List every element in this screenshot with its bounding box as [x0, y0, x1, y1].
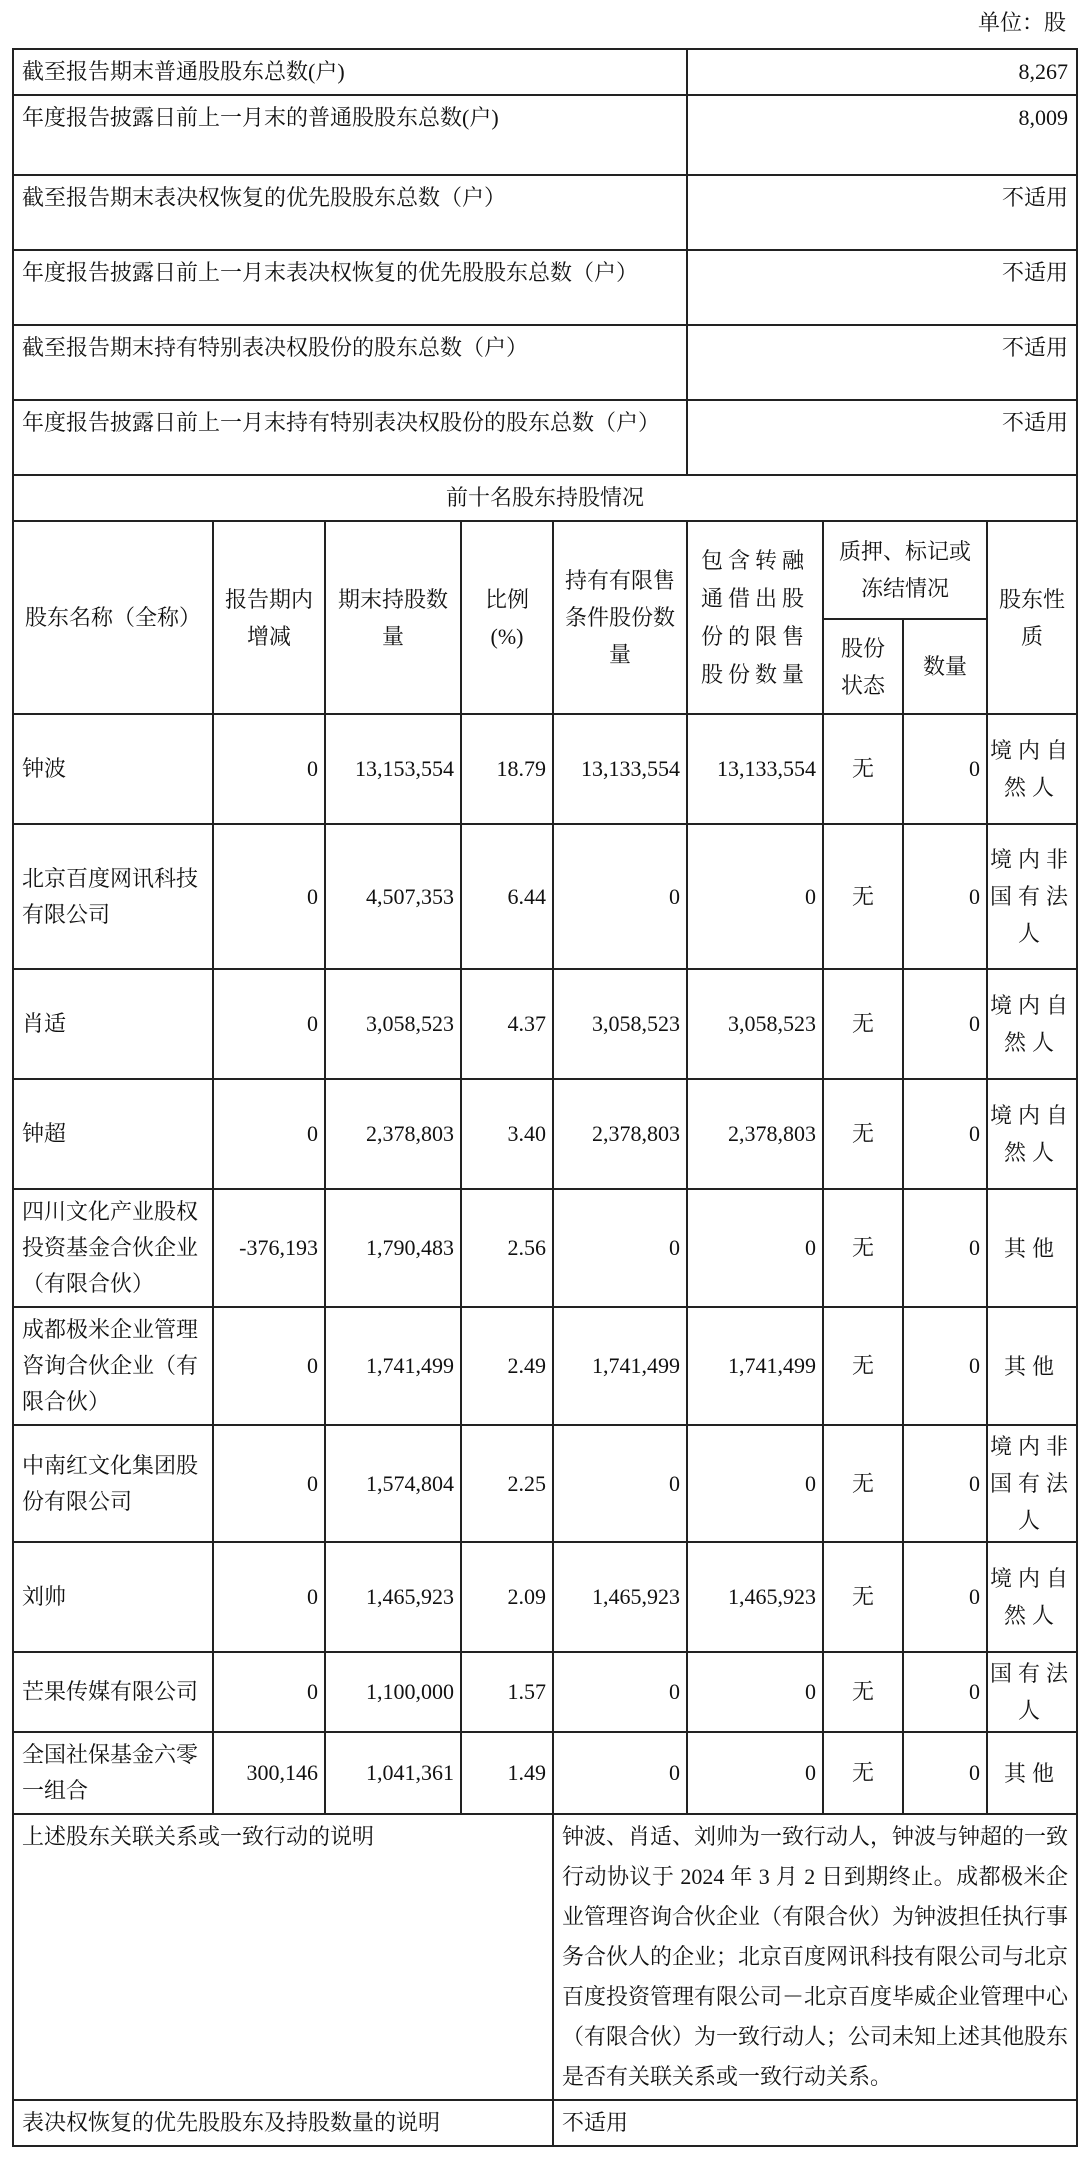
pledge-status-cell: 无: [823, 1652, 903, 1732]
nature-cell: 国有法人: [987, 1652, 1077, 1732]
header-name: 股东名称（全称）: [13, 521, 213, 714]
summary-row: [13, 175, 1077, 250]
pledge-qty-cell: 0: [903, 1425, 987, 1542]
change-cell: 0: [213, 969, 325, 1079]
nature-cell: 境内非国有法人: [987, 1425, 1077, 1542]
restricted-cell: 0: [553, 1732, 687, 1814]
shareholder-row: [13, 714, 1077, 824]
header-change: 报告期内增减: [213, 521, 325, 714]
summary-value: 8,267: [687, 49, 1077, 95]
restricted-cell: 3,058,523: [553, 969, 687, 1079]
restricted-cell: 13,133,554: [553, 714, 687, 824]
ratio-cell: 1.57: [461, 1652, 553, 1732]
ratio-cell: 1.49: [461, 1732, 553, 1814]
nature-cell: 其他: [987, 1189, 1077, 1307]
lent-cell: 1,465,923: [687, 1542, 823, 1652]
shareholder-name: 肖适: [13, 969, 213, 1079]
summary-label: 年度报告披露日前上一月末的普通股股东总数(户): [13, 95, 687, 175]
preferred-value: 不适用: [553, 2100, 1077, 2146]
pledge-qty-cell: 0: [903, 714, 987, 824]
restricted-cell: 0: [553, 1189, 687, 1307]
held-cell: 1,574,804: [325, 1425, 461, 1542]
shareholder-row: [13, 1189, 1077, 1307]
unit-label: 单位：股: [977, 10, 1066, 35]
shareholder-row: [13, 969, 1077, 1079]
summary-row: [13, 95, 1077, 175]
ratio-cell: 2.09: [461, 1542, 553, 1652]
pledge-qty-cell: 0: [903, 1732, 987, 1814]
pledge-qty-cell: 0: [903, 1307, 987, 1425]
ratio-cell: 2.56: [461, 1189, 553, 1307]
change-cell: 0: [213, 1079, 325, 1189]
ratio-cell: 6.44: [461, 824, 553, 969]
ratio-cell: 2.25: [461, 1425, 553, 1542]
lent-cell: 0: [687, 1652, 823, 1732]
restricted-cell: 1,741,499: [553, 1307, 687, 1425]
held-cell: 1,100,000: [325, 1652, 461, 1732]
lent-cell: 0: [687, 1189, 823, 1307]
restricted-cell: 0: [553, 824, 687, 969]
shareholder-name: 全国社保基金六零一组合: [13, 1732, 213, 1814]
restricted-cell: 0: [553, 1652, 687, 1732]
pledge-status-cell: 无: [823, 714, 903, 824]
lent-cell: 0: [687, 1425, 823, 1542]
shareholder-row: [13, 1732, 1077, 1814]
summary-value: 不适用: [687, 250, 1077, 325]
held-cell: 1,465,923: [325, 1542, 461, 1652]
section-title-row: [13, 475, 1077, 521]
summary-row: [13, 49, 1077, 95]
relation-label: 上述股东关联关系或一致行动的说明: [13, 1814, 553, 2100]
change-cell: 300,146: [213, 1732, 325, 1814]
header-ratio: 比例(%): [461, 521, 553, 714]
restricted-cell: 0: [553, 1425, 687, 1542]
pledge-qty-cell: 0: [903, 969, 987, 1079]
change-cell: 0: [213, 824, 325, 969]
lent-cell: 13,133,554: [687, 714, 823, 824]
summary-label: 年度报告披露日前上一月末持有特别表决权股份的股东总数（户）: [13, 400, 687, 475]
lent-cell: 0: [687, 824, 823, 969]
shareholder-name: 芒果传媒有限公司: [13, 1652, 213, 1732]
ratio-cell: 2.49: [461, 1307, 553, 1425]
pledge-status-cell: 无: [823, 1079, 903, 1189]
pledge-status-cell: 无: [823, 969, 903, 1079]
header-pledge-status: 股份状态: [823, 619, 903, 714]
summary-row: [13, 400, 1077, 475]
summary-label: 年度报告披露日前上一月末表决权恢复的优先股股东总数（户）: [13, 250, 687, 325]
lent-cell: 0: [687, 1732, 823, 1814]
relation-row: [13, 1814, 1077, 2100]
header-restricted: 持有有限售条件股份数量: [553, 521, 687, 714]
nature-cell: 境内自然人: [987, 969, 1077, 1079]
summary-label: 截至报告期末普通股股东总数(户): [13, 49, 687, 95]
shareholder-table: [12, 48, 1078, 2147]
summary-value: 不适用: [687, 175, 1077, 250]
held-cell: 3,058,523: [325, 969, 461, 1079]
nature-cell: 其他: [987, 1307, 1077, 1425]
pledge-qty-cell: 0: [903, 1542, 987, 1652]
pledge-status-cell: 无: [823, 1425, 903, 1542]
table-body: [13, 49, 1077, 2146]
pledge-status-cell: 无: [823, 1189, 903, 1307]
restricted-cell: 2,378,803: [553, 1079, 687, 1189]
nature-cell: 境内自然人: [987, 714, 1077, 824]
pledge-qty-cell: 0: [903, 1652, 987, 1732]
header-pledge-qty: 数量: [903, 619, 987, 714]
shareholder-name: 北京百度网讯科技有限公司: [13, 824, 213, 969]
summary-value: 不适用: [687, 400, 1077, 475]
nature-cell: 境内自然人: [987, 1079, 1077, 1189]
pledge-qty-cell: 0: [903, 1189, 987, 1307]
change-cell: 0: [213, 1307, 325, 1425]
held-cell: 2,378,803: [325, 1079, 461, 1189]
ratio-cell: 18.79: [461, 714, 553, 824]
header-held: 期末持股数量: [325, 521, 461, 714]
shareholder-name: 四川文化产业股权投资基金合伙企业（有限合伙）: [13, 1189, 213, 1307]
lent-cell: 2,378,803: [687, 1079, 823, 1189]
lent-cell: 3,058,523: [687, 969, 823, 1079]
ratio-cell: 3.40: [461, 1079, 553, 1189]
pledge-status-cell: 无: [823, 1307, 903, 1425]
change-cell: 0: [213, 1425, 325, 1542]
restricted-cell: 1,465,923: [553, 1542, 687, 1652]
nature-cell: 境内自然人: [987, 1542, 1077, 1652]
header-nature: 股东性质: [987, 521, 1077, 714]
shareholder-name: 钟超: [13, 1079, 213, 1189]
header-lent: 包含转融通借出股份的限售股份数量: [687, 521, 823, 714]
shareholder-row: [13, 1542, 1077, 1652]
shareholder-name: 成都极米企业管理咨询合伙企业（有限合伙）: [13, 1307, 213, 1425]
shareholder-name: 中南红文化集团股份有限公司: [13, 1425, 213, 1542]
summary-value: 不适用: [687, 325, 1077, 400]
pledge-qty-cell: 0: [903, 1079, 987, 1189]
shareholder-row: [13, 824, 1077, 969]
header-row: [13, 521, 1077, 619]
summary-value: 8,009: [687, 95, 1077, 175]
held-cell: 1,790,483: [325, 1189, 461, 1307]
held-cell: 4,507,353: [325, 824, 461, 969]
change-cell: 0: [213, 1542, 325, 1652]
pledge-qty-cell: 0: [903, 824, 987, 969]
shareholder-row: [13, 1307, 1077, 1425]
nature-cell: 其他: [987, 1732, 1077, 1814]
pledge-status-cell: 无: [823, 824, 903, 969]
ratio-cell: 4.37: [461, 969, 553, 1079]
relation-text: 钟波、肖适、刘帅为一致行动人，钟波与钟超的一致行动协议于 2024 年 3 月 2 日到期终止。成都极米企业管理咨询合伙企业（有限合伙）为钟波担任执行事务合伙人的企业；北京百度网讯科技有限公司与北京百度投资管理有限公司－北京百度毕威企业管理中心（有限合伙）为一致行动人；公司未知上述其他股东是否有关联关系或一致行动关系。: [553, 1814, 1077, 2100]
pledge-status-cell: 无: [823, 1542, 903, 1652]
summary-label: 截至报告期末表决权恢复的优先股股东总数（户）: [13, 175, 687, 250]
shareholder-row: [13, 1425, 1077, 1542]
pledge-status-cell: 无: [823, 1732, 903, 1814]
preferred-label: 表决权恢复的优先股股东及持股数量的说明: [13, 2100, 553, 2146]
change-cell: 0: [213, 714, 325, 824]
held-cell: 1,041,361: [325, 1732, 461, 1814]
summary-label: 截至报告期末持有特别表决权股份的股东总数（户）: [13, 325, 687, 400]
preferred-row: [13, 2100, 1077, 2146]
top10-title: 前十名股东持股情况: [13, 475, 1077, 521]
change-cell: -376,193: [213, 1189, 325, 1307]
shareholder-name: 刘帅: [13, 1542, 213, 1652]
nature-cell: 境内非国有法人: [987, 824, 1077, 969]
held-cell: 1,741,499: [325, 1307, 461, 1425]
summary-row: [13, 250, 1077, 325]
header-pledge-group: 质押、标记或冻结情况: [823, 521, 987, 619]
shareholder-name: 钟波: [13, 714, 213, 824]
shareholder-row: [13, 1652, 1077, 1732]
lent-cell: 1,741,499: [687, 1307, 823, 1425]
shareholder-row: [13, 1079, 1077, 1189]
summary-row: [13, 325, 1077, 400]
held-cell: 13,153,554: [325, 714, 461, 824]
change-cell: 0: [213, 1652, 325, 1732]
